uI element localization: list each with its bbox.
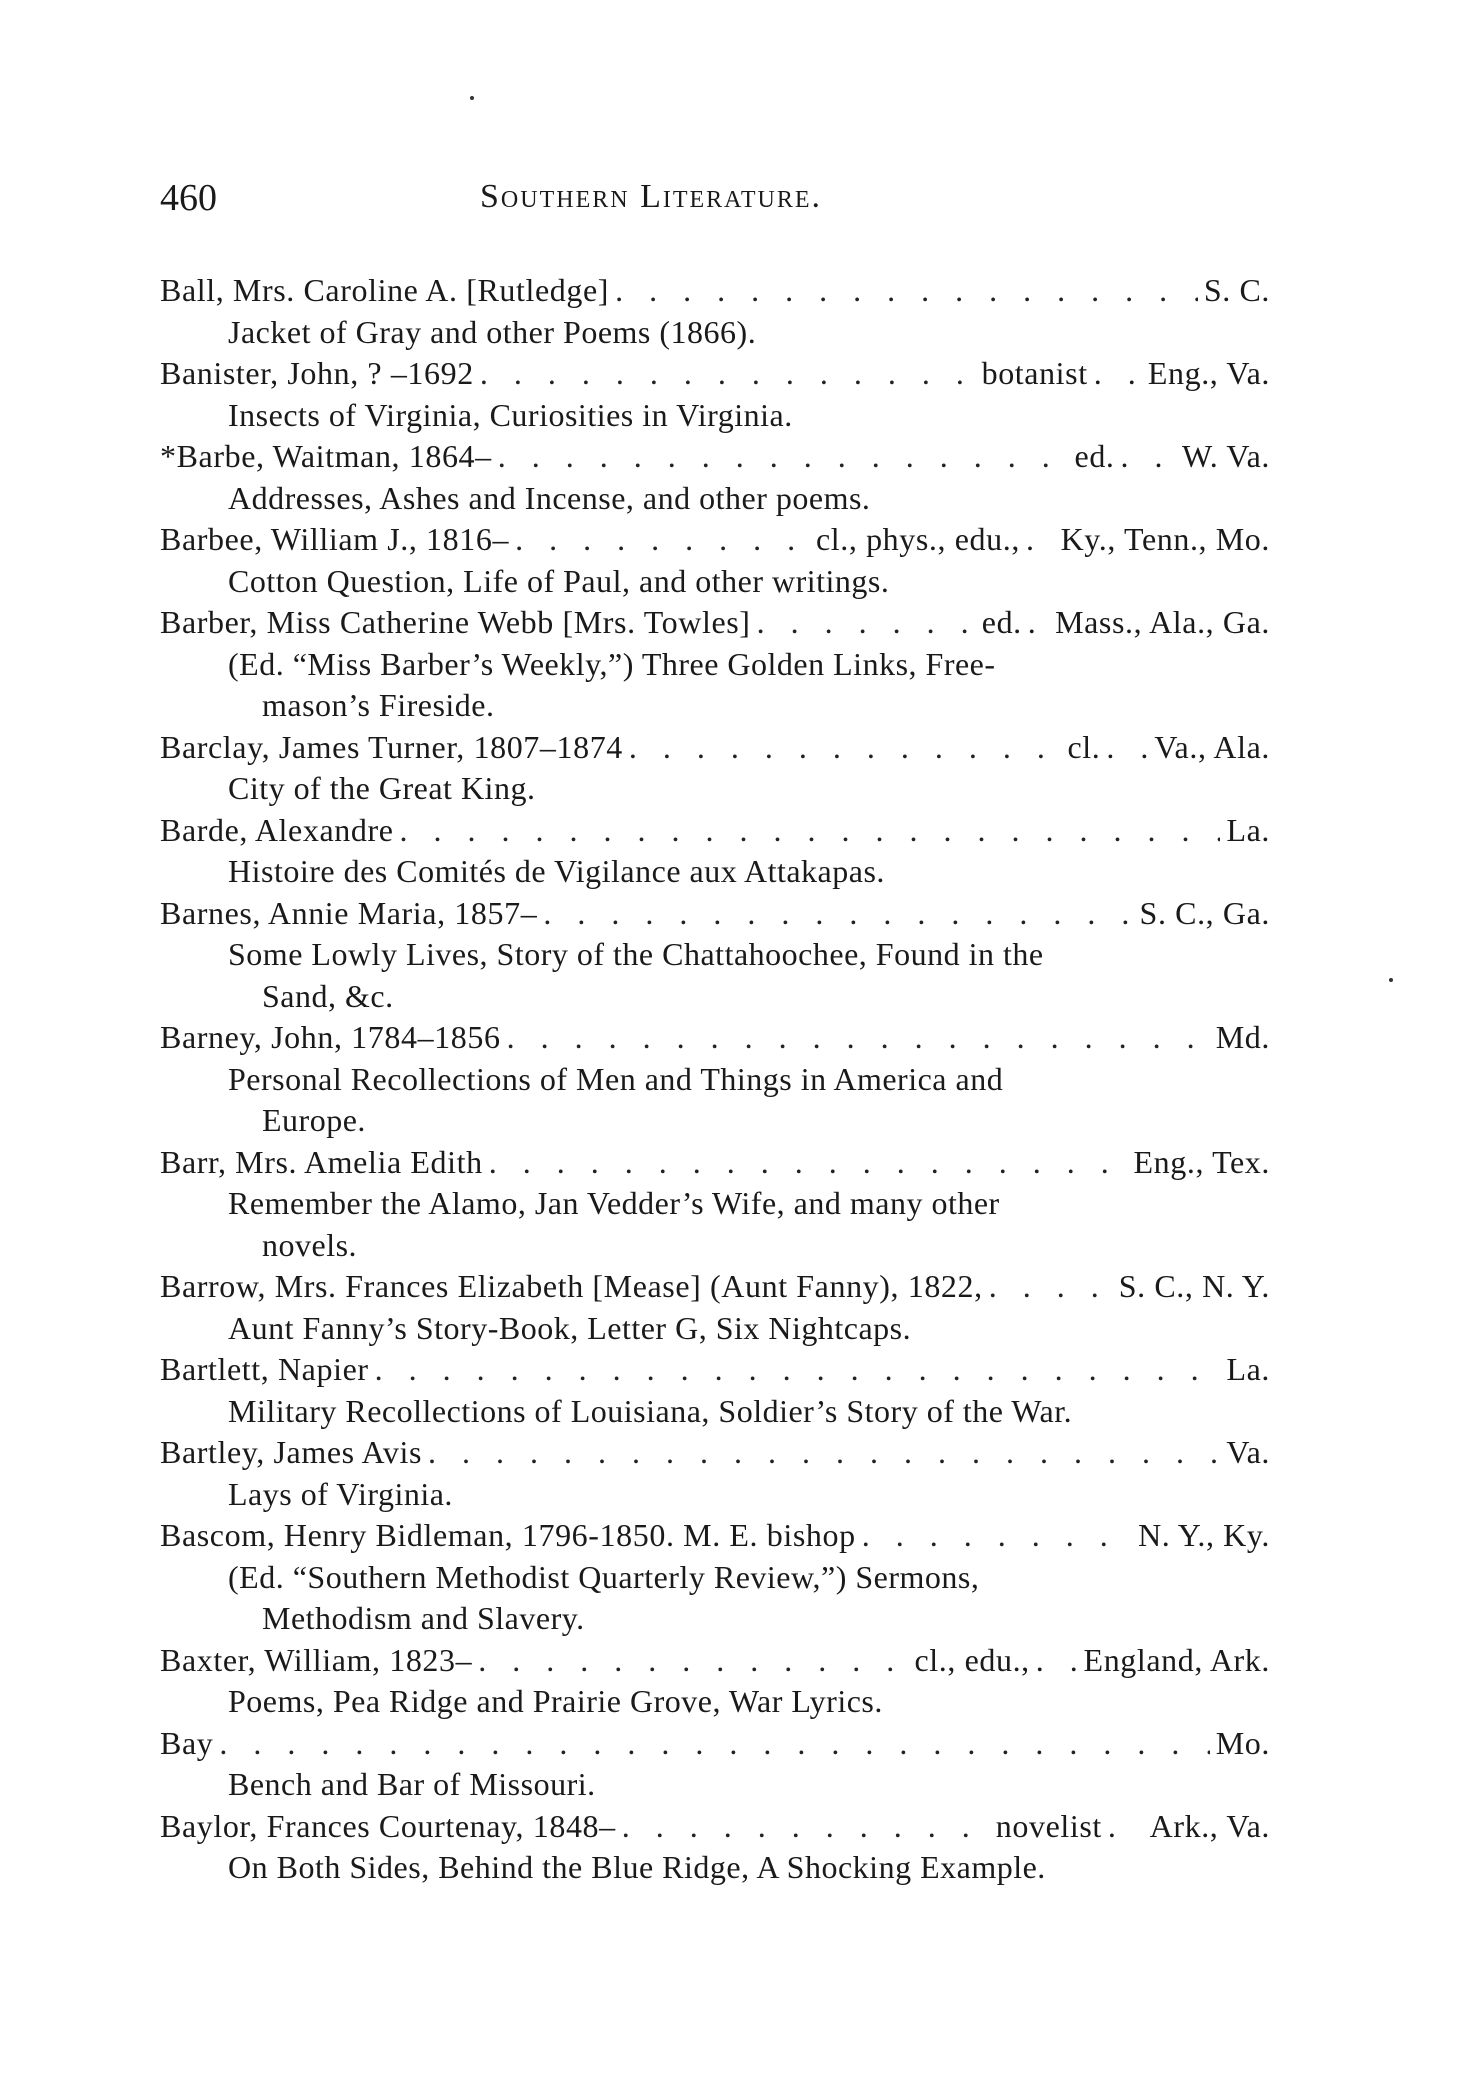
works-line: On Both Sides, Behind the Blue Ridge, A Shocking Example. [228, 1849, 1046, 1885]
author-works [160, 561, 1270, 603]
author-works [160, 478, 1270, 520]
works-line: Jacket of Gray and other Poems (1866). [228, 313, 757, 350]
author-states: Va., Ala. [1154, 728, 1270, 765]
author-profession: ed. [981, 604, 1022, 640]
entry [160, 1142, 1270, 1267]
author-name: Bartlett, Napier [160, 1351, 369, 1387]
works-line: (Ed. “Miss Barber’s Weekly,”) Three Golden Links, Free- [228, 645, 996, 682]
dot-leader [622, 1806, 990, 1848]
dot-leader [478, 1640, 908, 1682]
author-works [160, 934, 1270, 1017]
works-continuation: Methodism and Slavery. [262, 1600, 585, 1636]
entry-heading [160, 1266, 1270, 1308]
dot-leader [862, 1515, 1132, 1557]
entry-list [160, 270, 1270, 1889]
author-states: S. C., Ga. [1139, 894, 1270, 931]
entry-heading [160, 270, 1270, 312]
author-works [160, 768, 1270, 810]
stray-mark [1389, 978, 1393, 982]
author-works [160, 644, 1270, 727]
entry-heading [160, 436, 1270, 478]
author-works [160, 1681, 1270, 1723]
author-states: S. C., N. Y. [1118, 1268, 1270, 1304]
dot-leader [615, 270, 1198, 312]
entry [160, 1017, 1270, 1142]
author-name: Baxter, William, 1823– [160, 1641, 473, 1678]
author-profession: novelist [995, 1807, 1102, 1844]
works-line: Some Lowly Lives, Story of the Chattahoochee, Found in the [228, 936, 1044, 972]
entry-heading [160, 727, 1270, 769]
author-states: W. Va. [1181, 438, 1270, 474]
author-states: Eng., Va. [1147, 355, 1270, 391]
author-name: *Barbe, Waitman, 1864– [160, 438, 492, 474]
dot-leader [489, 1142, 1128, 1184]
works-line: Insects of Virginia, Curiosities in Virginia. [228, 396, 793, 433]
dot-leader [515, 519, 810, 561]
dot-leader [757, 602, 976, 644]
entry-heading [160, 1806, 1270, 1848]
author-name: Barde, Alexandre [160, 811, 394, 848]
author-works [160, 1059, 1270, 1142]
dot-leader [1028, 602, 1049, 644]
dot-leader [1036, 1640, 1078, 1682]
author-name: Bascom, Henry Bidleman, 1796-1850. M. E. bishop [160, 1517, 856, 1553]
entry [160, 1266, 1270, 1349]
entry [160, 810, 1270, 893]
dot-leader [219, 1723, 1209, 1765]
works-line: (Ed. “Southern Methodist Quarterly Review,”) Sermons, [228, 1558, 980, 1595]
entry [160, 353, 1270, 436]
author-name: Barney, John, 1784–1856 [160, 1019, 501, 1055]
author-profession: ed. [1074, 438, 1115, 474]
author-profession: botanist [981, 355, 1088, 391]
works-line: Addresses, Ashes and Incense, and other poems. [228, 479, 871, 516]
entry [160, 1640, 1270, 1723]
entry [160, 602, 1270, 727]
entry [160, 436, 1270, 519]
works-continuation: novels. [262, 1226, 358, 1263]
dot-leader [375, 1349, 1221, 1391]
author-works [160, 312, 1270, 354]
works-continuation: Europe. [262, 1102, 366, 1138]
entry-heading [160, 1432, 1270, 1474]
author-works [160, 1391, 1270, 1433]
entry [160, 1349, 1270, 1432]
author-name: Bartley, James Avis [160, 1434, 423, 1470]
author-states: Eng., Tex. [1133, 1143, 1270, 1180]
entry-heading [160, 1142, 1270, 1184]
entry-heading [160, 353, 1270, 395]
author-states: Md. [1215, 1019, 1270, 1055]
author-states: Ky., Tenn., Mo. [1060, 521, 1270, 557]
dot-leader [543, 893, 1133, 935]
author-name: Barnes, Annie Maria, 1857– [160, 894, 538, 931]
author-name: Baylor, Frances Courtenay, 1848– [160, 1807, 616, 1844]
stray-mark [470, 96, 474, 100]
dot-leader [498, 436, 1069, 478]
page-number: 460 [160, 177, 217, 219]
author-works [160, 1308, 1270, 1350]
works-line: Lays of Virginia. [228, 1475, 453, 1512]
entry [160, 1723, 1270, 1806]
dot-leader [989, 1266, 1113, 1308]
author-works [160, 1474, 1270, 1516]
works-line: Poems, Pea Ridge and Prairie Grove, War Lyrics. [228, 1683, 883, 1719]
author-works [160, 395, 1270, 437]
dot-leader [400, 810, 1221, 852]
entry-heading [160, 1640, 1270, 1682]
entry [160, 1515, 1270, 1640]
author-name: Bay [160, 1724, 214, 1761]
entry-heading [160, 1515, 1270, 1557]
author-states: La. [1226, 811, 1270, 848]
entry-heading [160, 1349, 1270, 1391]
dot-leader [1108, 1806, 1144, 1848]
author-states: La. [1226, 1351, 1270, 1387]
works-line: Cotton Question, Life of Paul, and other writings. [228, 562, 890, 599]
author-states: Mo. [1215, 1724, 1270, 1761]
dot-leader [629, 727, 1062, 769]
dot-leader [507, 1017, 1210, 1059]
author-name: Barrow, Mrs. Frances Elizabeth [Mease] (Aunt Fanny), 1822, [160, 1268, 983, 1304]
author-name: Barr, Mrs. Amelia Edith [160, 1143, 483, 1180]
author-name: Ball, Mrs. Caroline A. [Rutledge] [160, 272, 610, 308]
author-states: Ark., Va. [1149, 1807, 1270, 1844]
works-continuation: Sand, &c. [262, 977, 394, 1014]
dot-leader [480, 353, 976, 395]
dot-leader [1106, 727, 1148, 769]
author-works [160, 1557, 1270, 1640]
entry [160, 1432, 1270, 1515]
entry-heading [160, 602, 1270, 644]
dot-leader [1026, 519, 1055, 561]
author-states: N. Y., Ky. [1138, 1517, 1270, 1553]
dot-leader [428, 1432, 1220, 1474]
author-profession: cl., edu., [914, 1641, 1030, 1678]
entry-heading [160, 810, 1270, 852]
entry-heading [160, 1723, 1270, 1765]
author-profession: cl., phys., edu., [815, 521, 1020, 557]
works-line: Bench and Bar of Missouri. [228, 1766, 596, 1802]
entry [160, 727, 1270, 810]
entry [160, 893, 1270, 1018]
entry-heading [160, 1017, 1270, 1059]
works-line: Histoire des Comités de Vigilance aux Attakapas. [228, 853, 885, 889]
author-states: Va. [1226, 1434, 1270, 1470]
running-head: Southern Literature. [480, 178, 822, 215]
works-line: Military Recollections of Louisiana, Soldier’s Story of the War. [228, 1392, 1073, 1429]
entry-heading [160, 519, 1270, 561]
author-name: Barclay, James Turner, 1807–1874 [160, 728, 623, 765]
works-line: Personal Recollections of Men and Things in America and [228, 1060, 1004, 1097]
author-name: Barbee, William J., 1816– [160, 521, 510, 557]
dot-leader [1121, 436, 1176, 478]
entry-heading [160, 893, 1270, 935]
author-works [160, 1847, 1270, 1889]
author-states: England, Ark. [1083, 1641, 1270, 1678]
author-works [160, 1764, 1270, 1806]
works-continuation: mason’s Fireside. [262, 687, 495, 723]
entry [160, 1806, 1270, 1889]
author-profession: cl. [1067, 728, 1101, 765]
works-line: Aunt Fanny’s Story-Book, Letter G, Six Nightcaps. [228, 1309, 912, 1346]
entry [160, 270, 1270, 353]
page-header [160, 176, 1270, 226]
author-works [160, 851, 1270, 893]
author-works [160, 1183, 1270, 1266]
works-line: Remember the Alamo, Jan Vedder’s Wife, and many other [228, 1185, 1000, 1221]
author-states: Mass., Ala., Ga. [1055, 604, 1270, 640]
author-name: Banister, John, ? –1692 [160, 355, 474, 391]
dot-leader [1094, 353, 1142, 395]
works-line: City of the Great King. [228, 770, 536, 806]
author-name: Barber, Miss Catherine Webb [Mrs. Towles] [160, 604, 751, 640]
entry [160, 519, 1270, 602]
author-states: S. C. [1203, 272, 1270, 308]
